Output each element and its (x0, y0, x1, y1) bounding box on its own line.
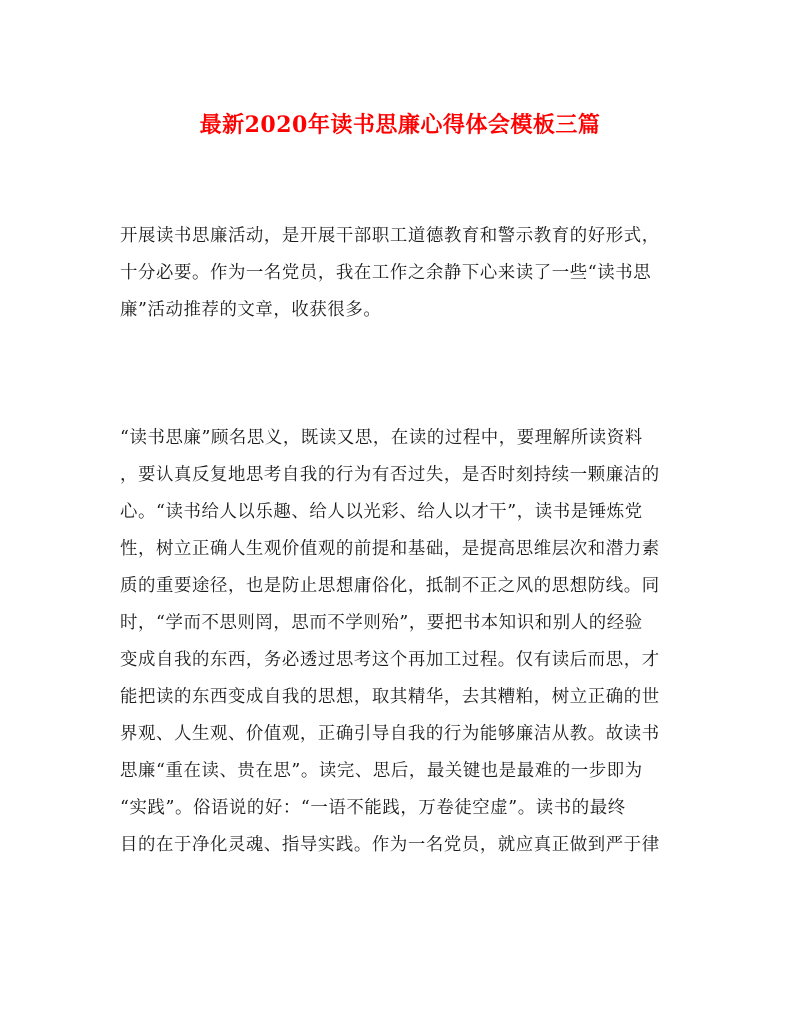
paragraph-line: 质的重要途径，也是防止思想庸俗化，抵制不正之风的思想防线。同 (120, 576, 660, 596)
paragraph-2 (120, 420, 676, 864)
paragraph-line: 廉”活动推荐的文章，收获很多。 (120, 300, 382, 320)
paragraph-line: 时，“学而不思则罔，思而不学则殆”，要把书本知识和别人的经验 (120, 613, 643, 633)
paragraph-line: 目的在于净化灵魂、指导实践。作为一名党员，就应真正做到严于律 (120, 835, 660, 855)
paragraph-line: “读书思廉”顾名思义，既读又思，在读的过程中，要理解所读资料 (120, 428, 643, 448)
paragraph-line: “实践”。俗语说的好：“一语不能践，万卷徒空虚”。读书的最终 (120, 798, 626, 818)
paragraph-line: 能把读的东西变成自我的思想，取其精华，去其糟粕，树立正确的世 (120, 687, 660, 707)
paragraph-line: 思廉“重在读、贵在思”。读完、思后，最关键也是最难的一步即为 (120, 761, 643, 781)
document-title: 最新2020年读书思廉心得体会模板三篇 (199, 112, 601, 138)
paragraph-line: ，要认真反复地思考自我的行为有否过失，是否时刻持续一颗廉洁的 (120, 465, 660, 485)
paragraph-line: 十分必要。作为一名党员，我在工作之余静下心来读了一些“读书思 (120, 263, 652, 283)
paragraph-line: 变成自我的东西，务必透过思考这个再加工过程。仅有读后而思，才 (120, 650, 660, 670)
paragraph-line: 开展读书思廉活动，是开展干部职工道德教育和警示教育的好形式， (120, 226, 660, 246)
paragraph-line: 性，树立正确人生观价值观的前提和基础，是提高思维层次和潜力素 (120, 539, 660, 559)
paragraph-line: 界观、人生观、价值观，正确引导自我的行为能够廉洁从教。故读书 (120, 724, 660, 744)
paragraph-1 (120, 218, 676, 329)
paragraph-line: 心。“读书给人以乐趣、给人以光彩、给人以才干”，读书是锤炼党 (120, 502, 643, 522)
